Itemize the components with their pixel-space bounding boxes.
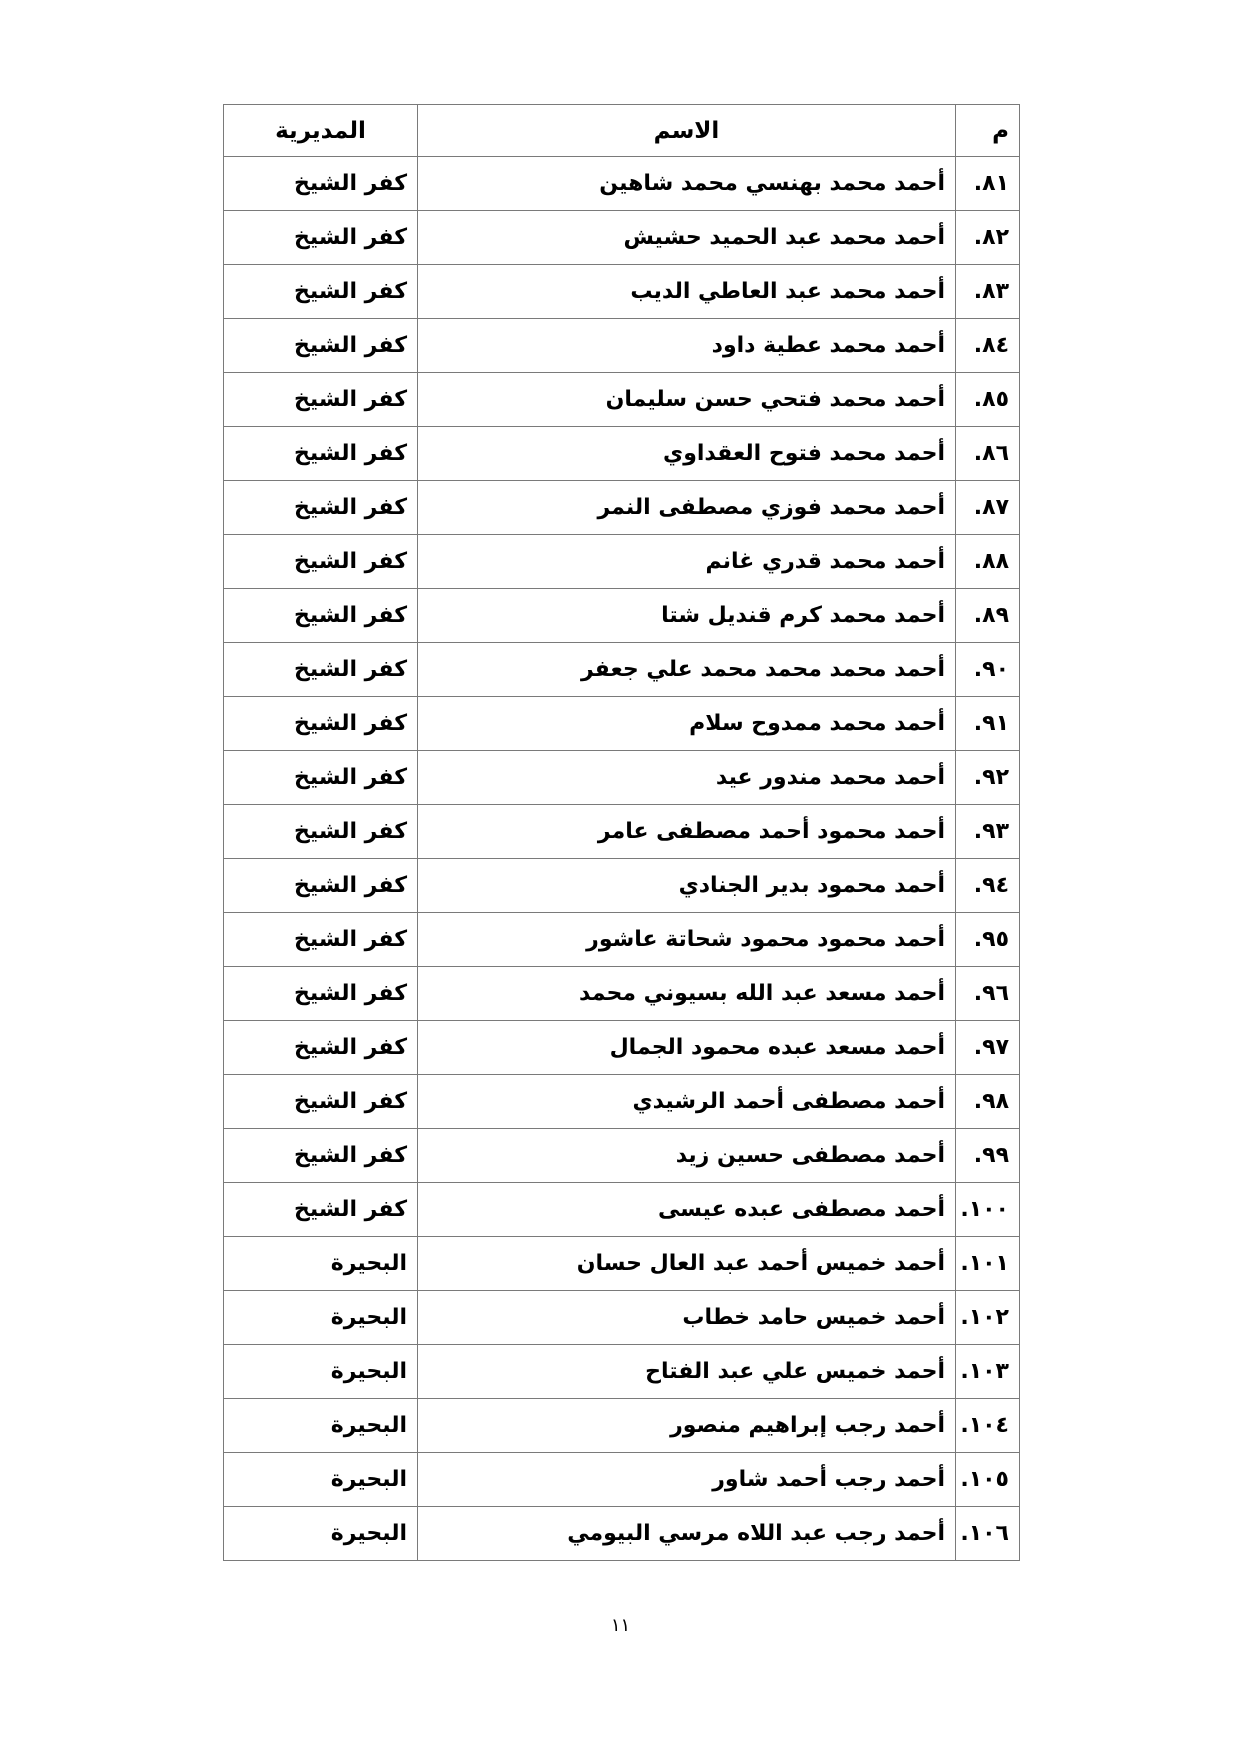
row-number: ٩١. (956, 697, 1020, 751)
row-directorate: كفر الشيخ (224, 157, 418, 211)
row-name: أحمد مصطفى عبده عيسى (418, 1183, 956, 1237)
table-header-row (224, 105, 1020, 157)
row-number: ٨٥. (956, 373, 1020, 427)
table-row (224, 1021, 1020, 1075)
row-directorate: كفر الشيخ (224, 1183, 418, 1237)
row-number: ٩٦. (956, 967, 1020, 1021)
row-number: ١٠١. (956, 1237, 1020, 1291)
row-number: ١٠٦. (956, 1507, 1020, 1561)
column-header-number: م (956, 105, 1020, 157)
row-number: ١٠٣. (956, 1345, 1020, 1399)
row-number: ٨١. (956, 157, 1020, 211)
table-row (224, 967, 1020, 1021)
table-row (224, 1399, 1020, 1453)
column-header-name: الاسم (418, 105, 956, 157)
page-number: ١١ (610, 1615, 631, 1636)
table-row (224, 913, 1020, 967)
row-name: أحمد محمد عبد الحميد حشيش (418, 211, 956, 265)
row-number: ٨٢. (956, 211, 1020, 265)
table-body (224, 157, 1020, 1561)
column-header-directorate: المديرية (224, 105, 418, 157)
row-directorate: كفر الشيخ (224, 265, 418, 319)
row-name: أحمد محمد عطية داود (418, 319, 956, 373)
row-number: ٨٨. (956, 535, 1020, 589)
row-number: ١٠٠. (956, 1183, 1020, 1237)
table-row (224, 751, 1020, 805)
row-number: ٨٧. (956, 481, 1020, 535)
table-row (224, 589, 1020, 643)
row-directorate: كفر الشيخ (224, 697, 418, 751)
row-directorate: كفر الشيخ (224, 1021, 418, 1075)
row-directorate: البحيرة (224, 1345, 418, 1399)
row-name: أحمد مصطفى أحمد الرشيدي (418, 1075, 956, 1129)
row-directorate: البحيرة (224, 1291, 418, 1345)
row-name: أحمد مسعد عبد الله بسيوني محمد (418, 967, 956, 1021)
row-name: أحمد محمد فوزي مصطفى النمر (418, 481, 956, 535)
table-row (224, 1291, 1020, 1345)
table-row (224, 157, 1020, 211)
row-name: أحمد محمد كرم قنديل شتا (418, 589, 956, 643)
table-row (224, 1237, 1020, 1291)
table-row (224, 211, 1020, 265)
row-name: أحمد محمد محمد محمد علي جعفر (418, 643, 956, 697)
row-directorate: البحيرة (224, 1399, 418, 1453)
row-name: أحمد رجب إبراهيم منصور (418, 1399, 956, 1453)
table-row (224, 1129, 1020, 1183)
table-row (224, 535, 1020, 589)
row-number: ٩٧. (956, 1021, 1020, 1075)
row-number: ٩٩. (956, 1129, 1020, 1183)
row-number: ٩٨. (956, 1075, 1020, 1129)
row-directorate: كفر الشيخ (224, 751, 418, 805)
row-number: ١٠٤. (956, 1399, 1020, 1453)
row-name: أحمد رجب عبد اللاه مرسي البيومي (418, 1507, 956, 1561)
row-name: أحمد محمود بدير الجنادي (418, 859, 956, 913)
row-name: أحمد خميس أحمد عبد العال حسان (418, 1237, 956, 1291)
table-row (224, 265, 1020, 319)
table-row (224, 427, 1020, 481)
names-table (223, 104, 1020, 1561)
row-name: أحمد محمد بهنسي محمد شاهين (418, 157, 956, 211)
row-directorate: كفر الشيخ (224, 643, 418, 697)
row-number: ١٠٢. (956, 1291, 1020, 1345)
row-name: أحمد مصطفى حسين زيد (418, 1129, 956, 1183)
table-row (224, 319, 1020, 373)
table-row (224, 1345, 1020, 1399)
table-row (224, 805, 1020, 859)
row-name: أحمد محمد مندور عيد (418, 751, 956, 805)
row-directorate: كفر الشيخ (224, 589, 418, 643)
table-row (224, 1453, 1020, 1507)
row-name: أحمد محمود محمود شحاتة عاشور (418, 913, 956, 967)
table-row (224, 481, 1020, 535)
row-name: أحمد محمد فتوح العقداوي (418, 427, 956, 481)
row-number: ٨٤. (956, 319, 1020, 373)
row-number: ٨٣. (956, 265, 1020, 319)
row-name: أحمد محمد قدري غانم (418, 535, 956, 589)
row-directorate: البحيرة (224, 1237, 418, 1291)
row-directorate: كفر الشيخ (224, 211, 418, 265)
row-directorate: كفر الشيخ (224, 1129, 418, 1183)
row-number: ٩٥. (956, 913, 1020, 967)
row-name: أحمد محمد عبد العاطي الديب (418, 265, 956, 319)
row-directorate: كفر الشيخ (224, 535, 418, 589)
row-directorate: كفر الشيخ (224, 319, 418, 373)
row-directorate: كفر الشيخ (224, 373, 418, 427)
row-name: أحمد خميس حامد خطاب (418, 1291, 956, 1345)
row-number: ٩٠. (956, 643, 1020, 697)
row-name: أحمد محمود أحمد مصطفى عامر (418, 805, 956, 859)
row-directorate: كفر الشيخ (224, 967, 418, 1021)
row-directorate: كفر الشيخ (224, 859, 418, 913)
row-directorate: البحيرة (224, 1453, 418, 1507)
row-name: أحمد خميس علي عبد الفتاح (418, 1345, 956, 1399)
table-row (224, 373, 1020, 427)
row-name: أحمد محمد فتحي حسن سليمان (418, 373, 956, 427)
row-directorate: كفر الشيخ (224, 1075, 418, 1129)
table-row (224, 643, 1020, 697)
row-number: ٩٣. (956, 805, 1020, 859)
row-number: ٨٩. (956, 589, 1020, 643)
table-row (224, 1507, 1020, 1561)
row-number: ٩٤. (956, 859, 1020, 913)
row-directorate: كفر الشيخ (224, 913, 418, 967)
row-number: ٩٢. (956, 751, 1020, 805)
row-name: أحمد مسعد عبده محمود الجمال (418, 1021, 956, 1075)
row-directorate: البحيرة (224, 1507, 418, 1561)
table-row (224, 1075, 1020, 1129)
table-row (224, 859, 1020, 913)
row-directorate: كفر الشيخ (224, 427, 418, 481)
table-row (224, 697, 1020, 751)
row-number: ٨٦. (956, 427, 1020, 481)
row-directorate: كفر الشيخ (224, 481, 418, 535)
row-name: أحمد رجب أحمد شاور (418, 1453, 956, 1507)
row-directorate: كفر الشيخ (224, 805, 418, 859)
row-name: أحمد محمد ممدوح سلام (418, 697, 956, 751)
table-row (224, 1183, 1020, 1237)
row-number: ١٠٥. (956, 1453, 1020, 1507)
